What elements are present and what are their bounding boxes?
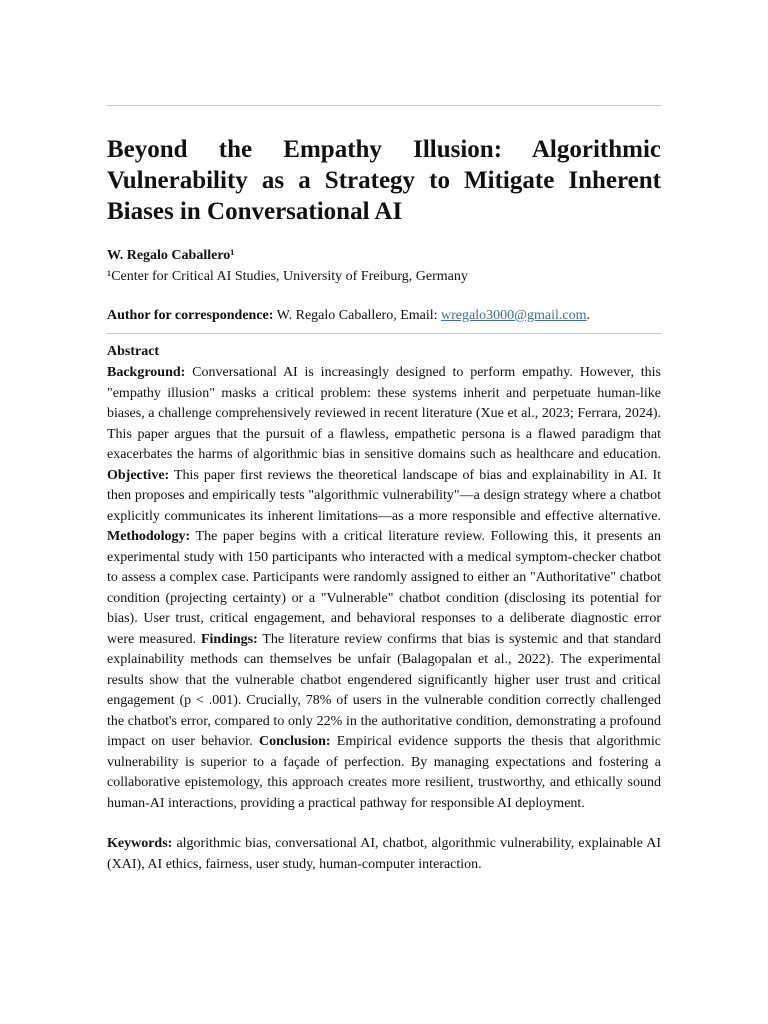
findings-text: The literature review confirms that bias is systemic and that standard explainability methods can themselves be unfair (Balagopalan et al., 2022). The experimental results show that the vulnerable chatbot engendered significantly higher user trust and critical engagement (p < .001). Crucially, 78% of users in the vulnerable condition correctly challenged the chatbot's error, compared to only 22% in the authoritative condition, demonstrating a profound impact on user behavior. (107, 631, 662, 749)
correspondence-suffix: . (586, 308, 590, 323)
keywords-text: algorithmic bias, conversational AI, chatbot, algorithmic vulnerability, explainable AI (XAI), AI ethics, fairness, user study, human-computer interaction. (107, 836, 661, 872)
objective-label: Objective: (107, 467, 170, 483)
correspondence-label: Author for correspondence: (107, 308, 274, 323)
keywords-paragraph (107, 834, 661, 875)
email-link[interactable]: wregalo3000@gmail.com (441, 308, 587, 323)
paper-page (107, 0, 661, 875)
abstract-body (107, 363, 661, 814)
paper-title: Beyond the Empathy Illusion: Algorithmic Vulnerability as a Strategy to Mitigate Inherent Biases in Conversational AI (107, 136, 661, 225)
abstract-divider (107, 333, 661, 334)
background-label: Background: (107, 365, 186, 380)
top-divider (107, 105, 661, 106)
methodology-text: The paper begins with a critical literature review. Following this, it presents an experimental study with 150 participants who interacted with a medical symptom-checker chatbot to assess a complex case. Participants were randomly assigned to either an "Authoritative" chatbot condition (projecting certainty) or a "Vulnerable" chatbot condition (disclosing its potential for bias). User trust, critical engagement, and behavioral responses to a deliberate diagnostic error were measured. (107, 529, 661, 647)
abstract-heading: Abstract (107, 344, 160, 359)
conclusion-text: Empirical evidence supports the thesis that algorithmic vulnerability is superior to a façade of perfection. By managing expectations and fostering a collaborative epistemology, this approach creates more resilient, trustworthy, and ethically sound human-AI interactions, providing a practical pathway for responsible AI deployment. (107, 734, 661, 811)
findings-label: Findings: (200, 631, 258, 647)
correspondence-text: W. Regalo Caballero, Email: (273, 308, 442, 323)
author-affiliation: ¹Center for Critical AI Studies, University of Freiburg, Germany (107, 269, 468, 284)
conclusion-label: Conclusion: (259, 734, 331, 749)
methodology-label: Methodology: (107, 529, 191, 544)
keywords-label: Keywords: (107, 836, 173, 851)
correspondence-line (107, 307, 661, 325)
objective-text: This paper first reviews the theoretical landscape of bias and explainability in AI. It then proposes and empirically tests "algorithmic vulnerability"—a design strategy where a chatbot explicitly communicates its inherent limitations—as a more responsible and effective alternative. (107, 467, 661, 524)
author-name: W. Regalo Caballero¹ (107, 248, 235, 263)
background-text: Conversational AI is increasingly designed to perform empathy. However, this "empathy illusion" masks a critical problem: these systems inherit and perpetuate human-like biases, a challenge comprehensively reviewed in recent literature (Xue et al., 2023; Ferrara, 2024). This paper argues that the pursuit of a flawless, empathetic persona is a flawed paradigm that exacerbates the harms of algorithmic bias in sensitive domains such as healthcare and education. (107, 365, 661, 462)
